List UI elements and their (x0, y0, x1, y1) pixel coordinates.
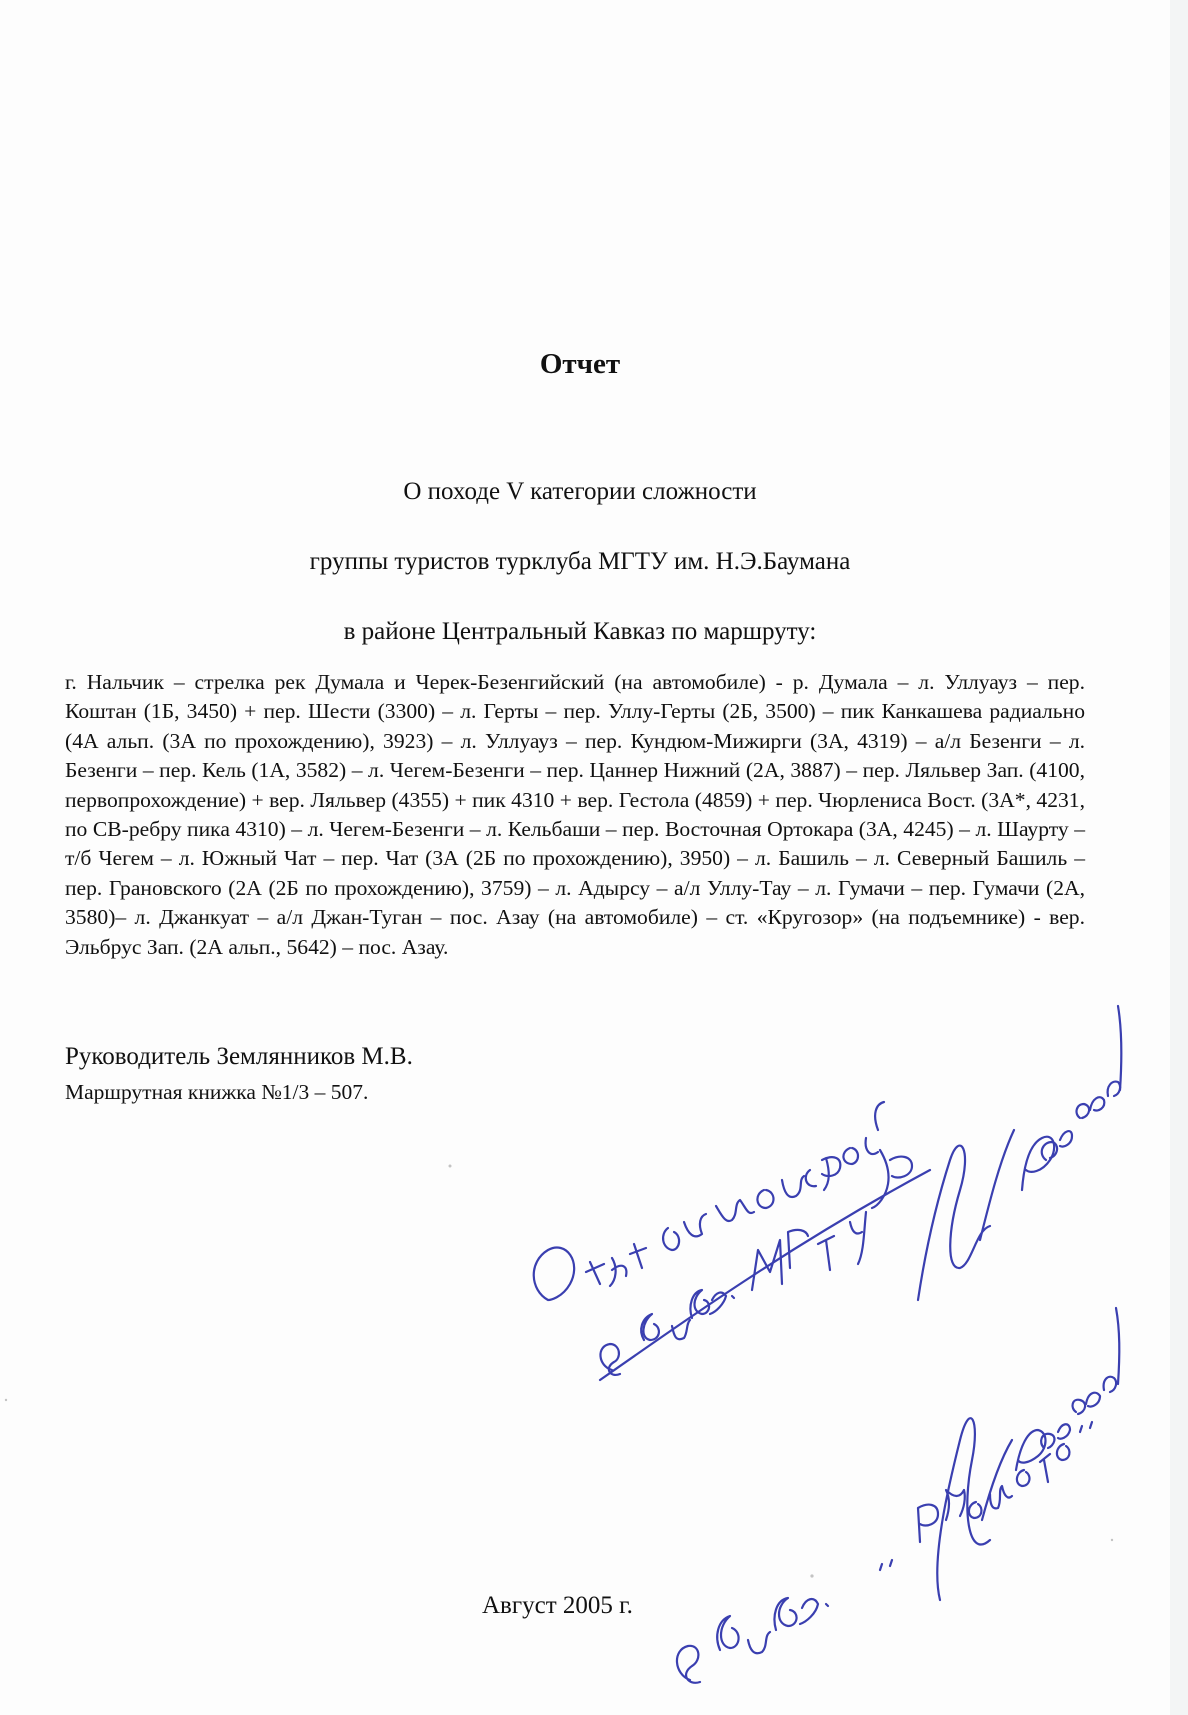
report-subtitle-group: группы туристов турклуба МГТУ им. Н.Э.Баумана (309, 548, 851, 575)
report-subtitle-category: О походе V категории сложности (403, 478, 757, 505)
report-date: Август 2005 г. (482, 1592, 633, 1619)
group-leader: Руководитель Землянников М.В. (65, 1043, 413, 1070)
report-subtitle-region: в районе Центральный Кавказ по маршруту: (343, 618, 817, 645)
route-description: г. Нальчик – стрелка рек Думала и Черек-Безенгийский (на автомобиле) - р. Думала – л. Уллуауз – пер. Коштан (1Б, 3450) + пер. Шести (3300) – л. Герты – пер. Уллу-Герты (2Б, 3500) – пик Канкашева радиально (4А альп. (3А по прохождению), 3923) – л. Уллуауз – пер. Кундюм-Мижирги (3А, 4319) – а/л Безенги – л. Безенги – пер. Кель (1А, 3582) – л. Чегем-Безенги – пер. Цаннер Нижний (2А, 3887) – пер. Ляльвер Зап. (4100, первопрохождение) + вер. Ляльвер (4355) + пик 4310 + вер. Гестола (4859) + пер. Чюрлениса Вост. (3А*, 4231, по СВ-ребру пика 4310) – л. Чегем-Безенги – л. Кельбаши – пер. Восточная Ортокара (3А, 4245) – л. Шаурту – т/б Чегем – л. Южный Чат – пер. Чат (3А (2Б по прохождению), 3950) – л. Башиль – л. Северный Башиль – пер. Грановского (2А (2Б по прохождению), 3759) – л. Адырсу – а/л Уллу-Тау – л. Гумачи – пер. Гумачи (2А, 3580)– л. Джанкуат – а/л Джан-Туган – пос. Азау (на автомобиле) – ст. «Кругозор» (на подъемнике) - вер. Эльбрус Зап. (2А альп., 5642) – пос. Азау. (65, 670, 1085, 959)
route-book-number: Маршрутная книжка №1/3 – 507. (65, 1080, 369, 1104)
report-title: Отчет (539, 348, 621, 380)
